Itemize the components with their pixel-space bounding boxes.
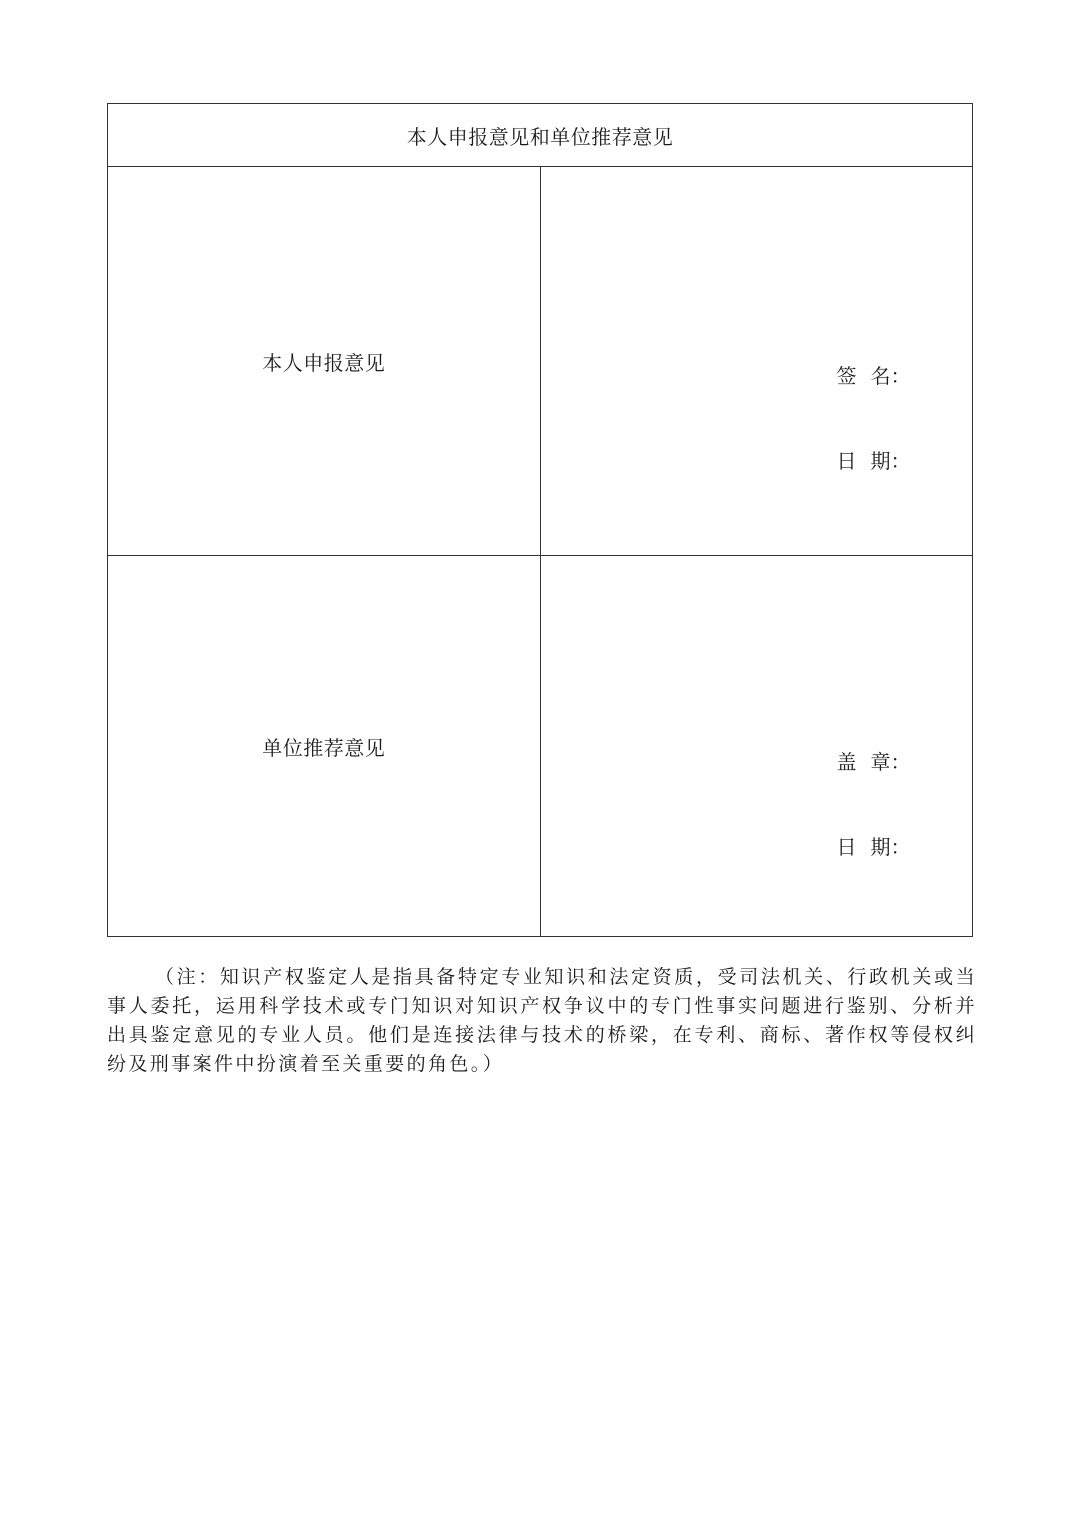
form-header: 本人申报意见和单位推荐意见: [108, 104, 973, 167]
unit-recommendation-label: 单位推荐意见: [108, 556, 541, 937]
signature-label-char: 签: [836, 364, 857, 388]
self-date-label-char: 日: [836, 449, 857, 473]
unit-recommendation-content[interactable]: [540, 556, 973, 937]
self-date-line: [837, 445, 911, 474]
self-declaration-row: [108, 167, 973, 556]
self-declaration-content[interactable]: [540, 167, 973, 556]
self-date-label-rest: 期：: [870, 449, 911, 473]
seal-label-char: 盖: [836, 750, 857, 774]
unit-date-line: [837, 831, 911, 860]
footnote: （注：知识产权鉴定人是指具备特定专业知识和法定资质，受司法机关、行政机关或当事人委托，运用科学技术或专门知识对知识产权争议中的专门性事实问题进行鉴别、分析并出具鉴定意见的专业人员。他们是连接法律与技术的桥梁，在专利、商标、著作权等侵权纠纷及刑事案件中扮演着至关重要的角色。）: [107, 966, 977, 1075]
form-header-row: [108, 104, 973, 167]
seal-line: [837, 746, 911, 775]
signature-label-rest: 名：: [870, 364, 911, 388]
self-declaration-label: 本人申报意见: [108, 167, 541, 556]
unit-recommendation-row: [108, 556, 973, 937]
opinion-form-table: [107, 103, 973, 937]
seal-label-rest: 章：: [870, 750, 911, 774]
unit-date-label-rest: 期：: [870, 835, 911, 859]
signature-line: [837, 360, 911, 389]
unit-date-label-char: 日: [836, 835, 857, 859]
